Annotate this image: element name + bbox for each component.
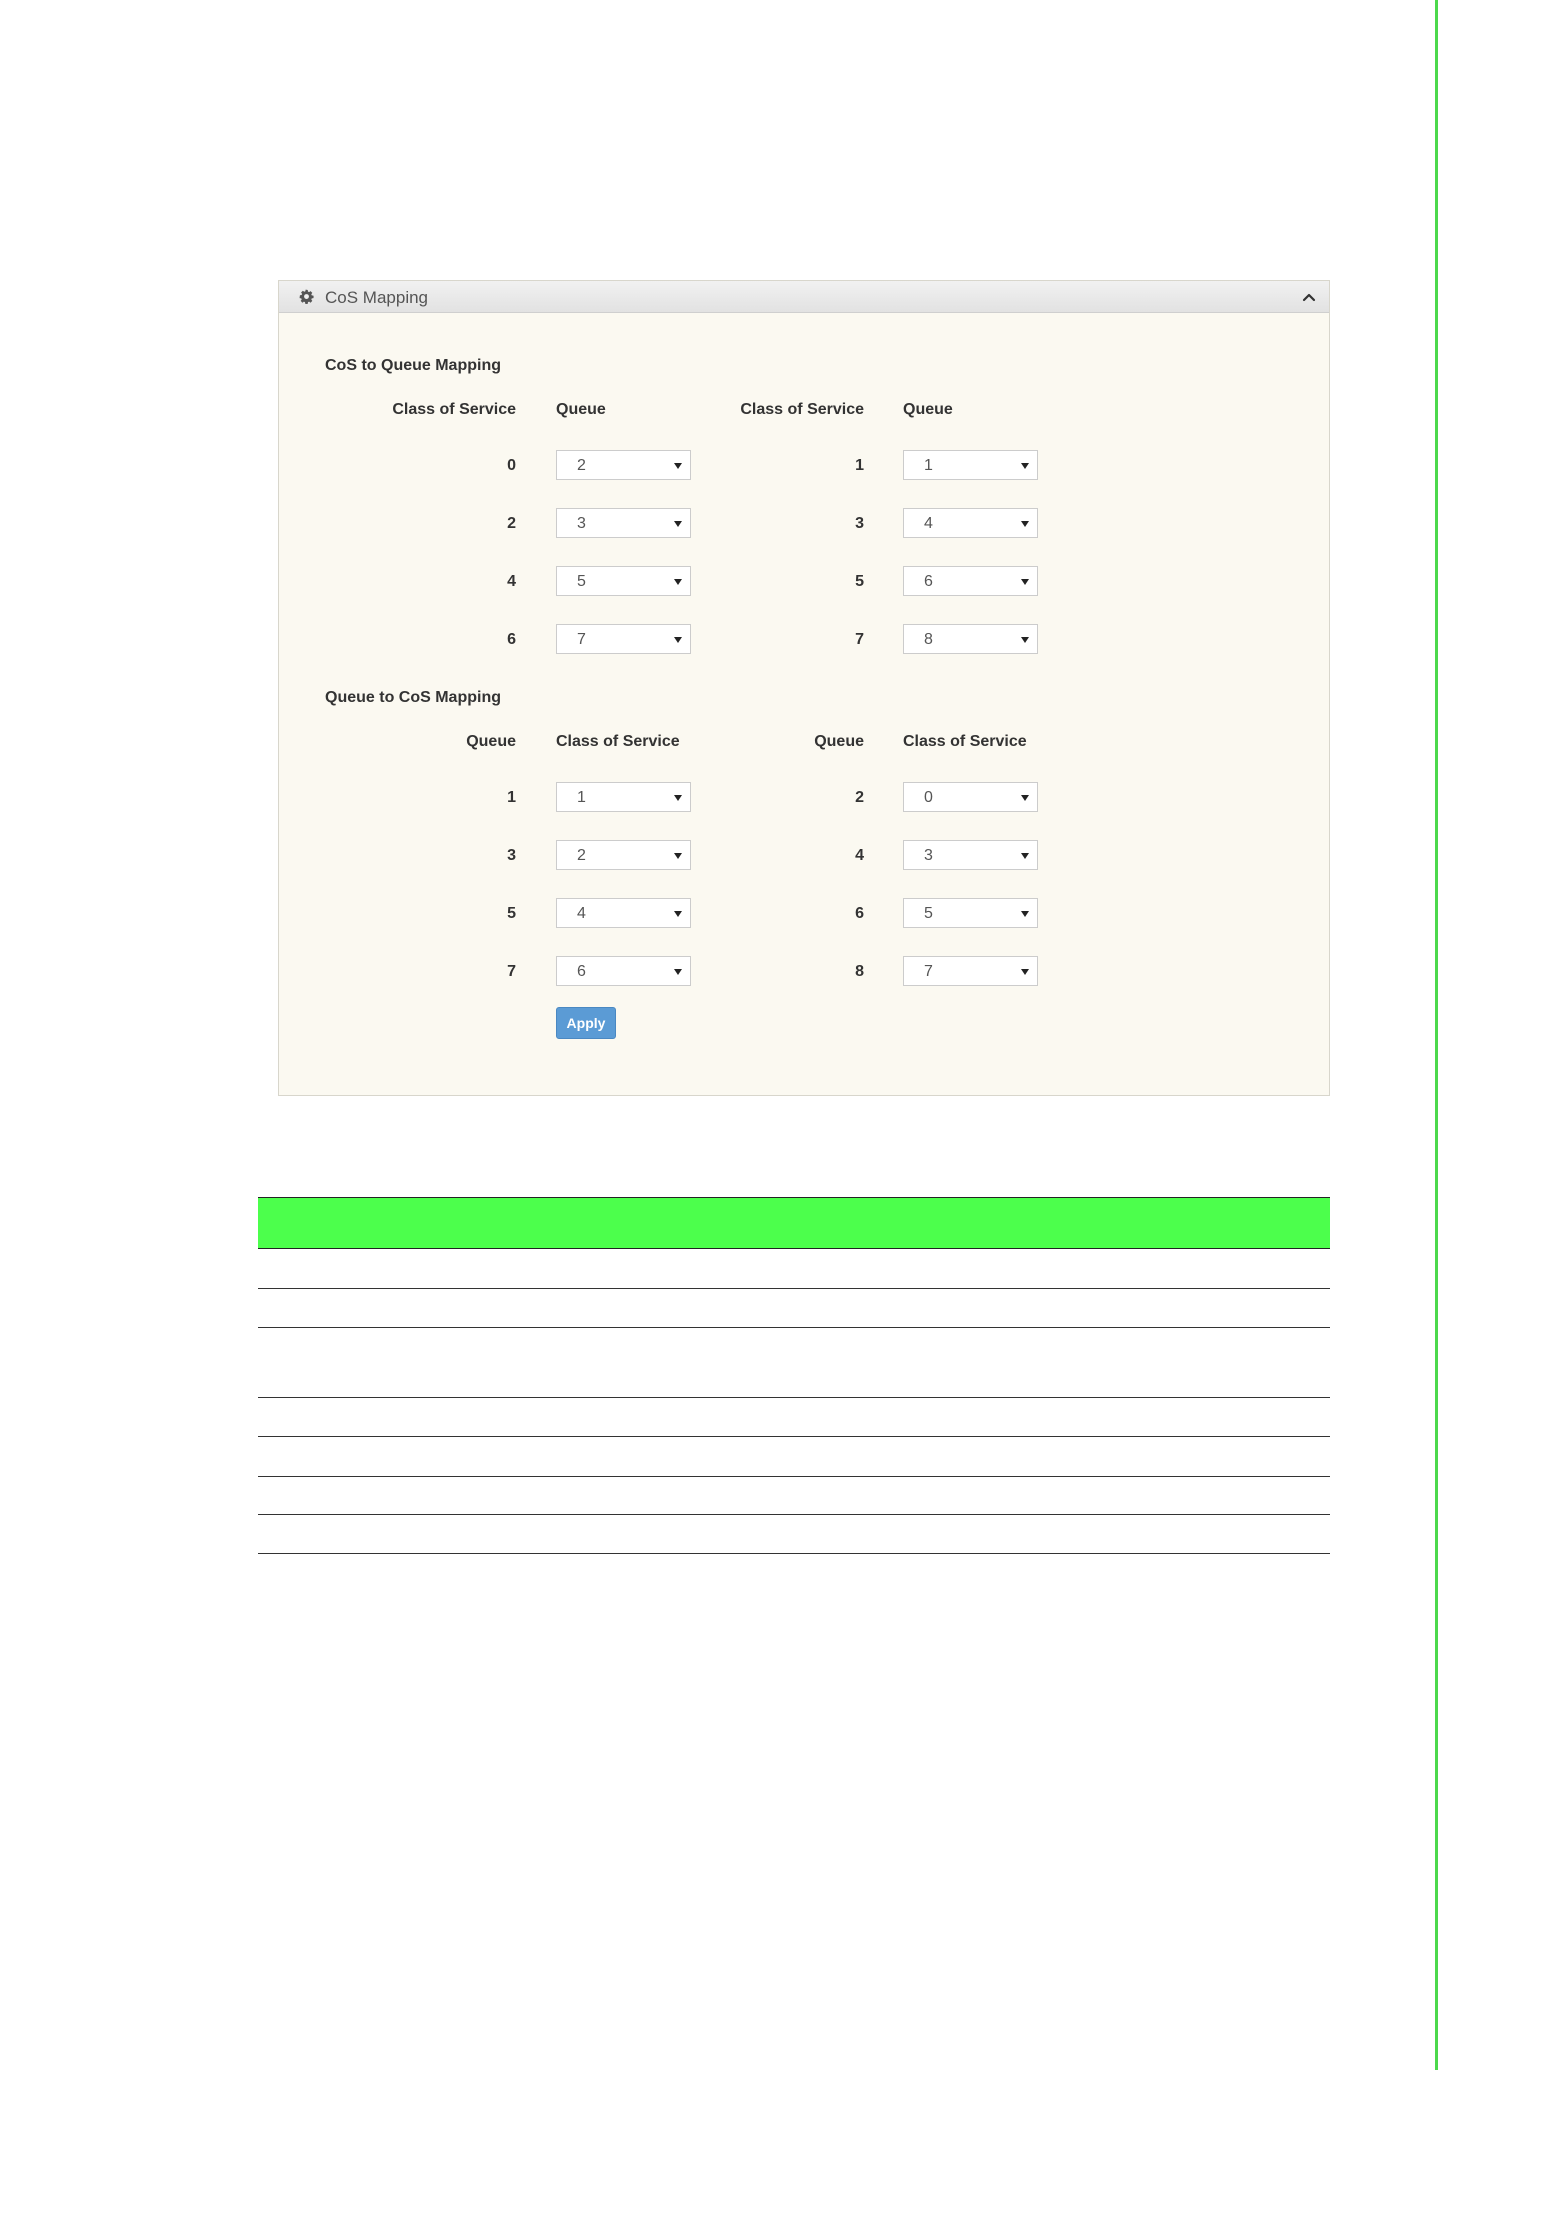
table-row-divider [258, 1476, 1330, 1477]
select-value: 4 [577, 905, 586, 922]
select-value: 2 [577, 847, 586, 864]
select-value: 3 [924, 847, 933, 864]
select-value: 7 [924, 963, 933, 980]
dropdown-caret-icon [1021, 911, 1029, 917]
cos-mapping-panel [278, 280, 1330, 1096]
cos-label: 5 [855, 573, 864, 590]
dropdown-caret-icon [674, 521, 682, 527]
table-row-divider [258, 1553, 1330, 1554]
cos-label: 3 [855, 515, 864, 532]
queue-label: 3 [507, 847, 516, 864]
description-table [258, 1197, 1330, 1554]
select-value: 5 [577, 573, 586, 590]
dropdown-caret-icon [1021, 969, 1029, 975]
col-head-cos-right: Class of Service [740, 401, 864, 418]
chevron-up-icon[interactable] [1299, 287, 1319, 307]
cos-label: 2 [507, 515, 516, 532]
dropdown-caret-icon [674, 911, 682, 917]
apply-button[interactable]: Apply [556, 1007, 616, 1039]
table-row-divider [258, 1327, 1330, 1328]
queue-to-cos-title: Queue to CoS Mapping [325, 689, 501, 706]
cos-select[interactable] [556, 898, 691, 928]
dropdown-caret-icon [674, 969, 682, 975]
dropdown-caret-icon [674, 795, 682, 801]
table-row-divider [258, 1514, 1330, 1515]
col-head-cos-left: Class of Service [556, 733, 680, 750]
queue-label: 2 [855, 789, 864, 806]
dropdown-caret-icon [674, 463, 682, 469]
queue-label: 7 [507, 963, 516, 980]
cos-select[interactable] [903, 898, 1038, 928]
queue-select[interactable] [903, 624, 1038, 654]
queue-select[interactable] [556, 450, 691, 480]
cos-label: 6 [507, 631, 516, 648]
table-header-row [258, 1197, 1330, 1249]
gear-icon [299, 289, 314, 304]
dropdown-caret-icon [674, 579, 682, 585]
queue-label: 6 [855, 905, 864, 922]
select-value: 4 [924, 515, 933, 532]
col-head-cos-left: Class of Service [392, 401, 516, 418]
cos-label: 0 [507, 457, 516, 474]
panel-title: CoS Mapping [325, 288, 429, 307]
cos-select[interactable] [556, 956, 691, 986]
table-row-divider [258, 1436, 1330, 1437]
dropdown-caret-icon [1021, 463, 1029, 469]
col-head-cos-right: Class of Service [903, 733, 1027, 750]
col-head-queue-right: Queue [903, 401, 953, 418]
queue-label: 8 [855, 963, 864, 980]
cos-label: 1 [855, 457, 864, 474]
dropdown-caret-icon [1021, 579, 1029, 585]
select-value: 8 [924, 631, 933, 648]
select-value: 0 [924, 789, 933, 806]
panel-header [279, 281, 1329, 313]
table-row-divider [258, 1397, 1330, 1398]
cos-label: 4 [507, 573, 516, 590]
dropdown-caret-icon [1021, 637, 1029, 643]
select-value: 1 [924, 457, 933, 474]
table-row-divider [258, 1288, 1330, 1289]
page-edge-rule [1435, 0, 1438, 2070]
cos-label: 7 [855, 631, 864, 648]
queue-select[interactable] [556, 566, 691, 596]
select-value: 3 [577, 515, 586, 532]
dropdown-caret-icon [1021, 795, 1029, 801]
cos-select[interactable] [903, 782, 1038, 812]
queue-label: 1 [507, 789, 516, 806]
select-value: 2 [577, 457, 586, 474]
queue-select[interactable] [556, 508, 691, 538]
cos-select[interactable] [903, 840, 1038, 870]
dropdown-caret-icon [1021, 521, 1029, 527]
col-head-queue-left: Queue [556, 401, 606, 418]
cos-to-queue-title: CoS to Queue Mapping [325, 357, 501, 374]
cos-select[interactable] [556, 840, 691, 870]
select-value: 5 [924, 905, 933, 922]
dropdown-caret-icon [674, 637, 682, 643]
dropdown-caret-icon [1021, 853, 1029, 859]
queue-label: 4 [855, 847, 864, 864]
select-value: 6 [577, 963, 586, 980]
queue-select[interactable] [903, 508, 1038, 538]
dropdown-caret-icon [674, 853, 682, 859]
queue-select[interactable] [903, 566, 1038, 596]
queue-label: 5 [507, 905, 516, 922]
cos-select[interactable] [556, 782, 691, 812]
col-head-queue-left: Queue [466, 733, 516, 750]
cos-select[interactable] [903, 956, 1038, 986]
select-value: 1 [577, 789, 586, 806]
select-value: 7 [577, 631, 586, 648]
queue-select[interactable] [903, 450, 1038, 480]
select-value: 6 [924, 573, 933, 590]
queue-select[interactable] [556, 624, 691, 654]
col-head-queue-right: Queue [814, 733, 864, 750]
